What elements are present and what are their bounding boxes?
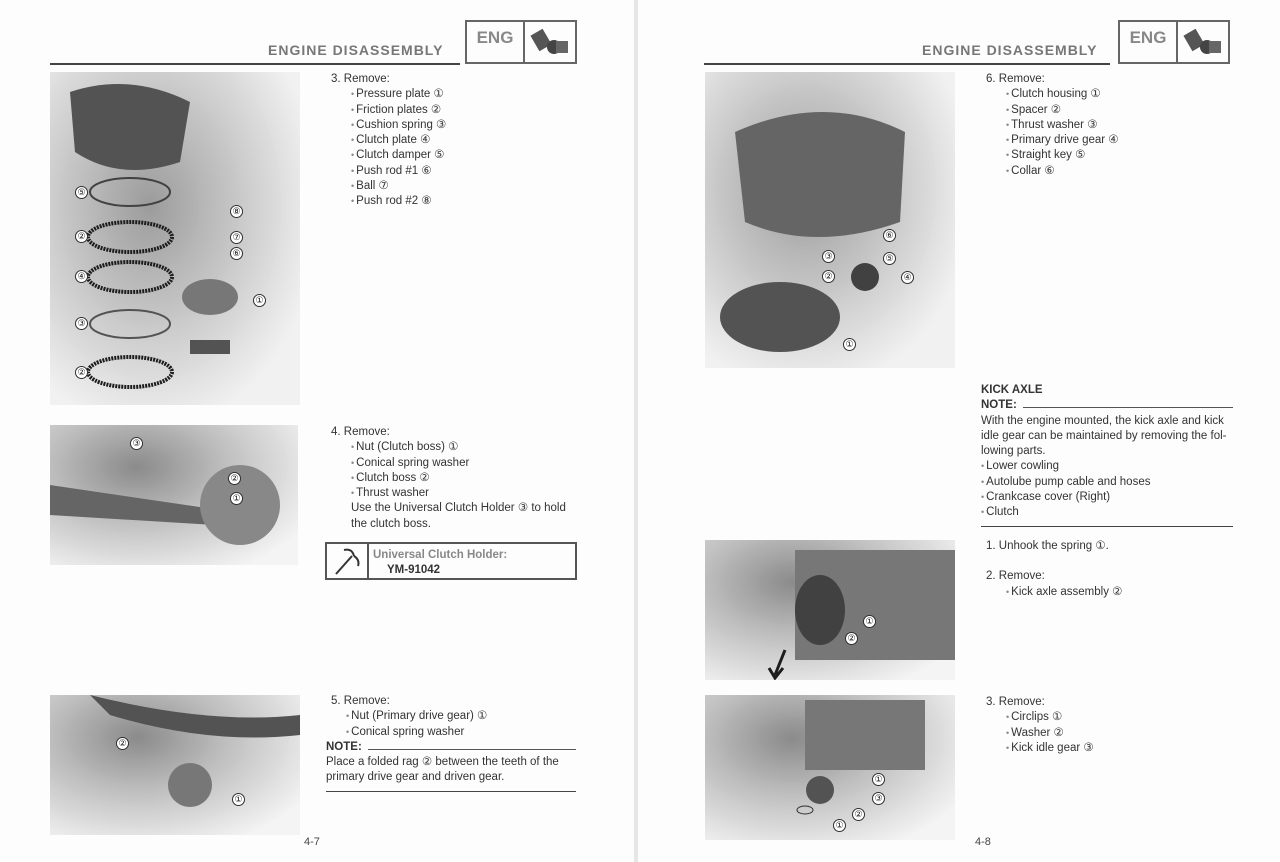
- instruction-text: the clutch boss.: [351, 517, 431, 530]
- list-item: • Cushion spring ③: [331, 118, 446, 133]
- note-rule: [981, 526, 1233, 527]
- tool-part-number: YM-91042: [387, 564, 441, 576]
- list-item: • Washer ②: [986, 726, 1094, 741]
- note-text: idle gear can be maintained by removing the fol-: [981, 429, 1227, 442]
- header-rule: [704, 63, 1110, 65]
- special-tool-box: [325, 542, 577, 580]
- list-item: • Circlips ①: [986, 710, 1094, 725]
- step-title: 3. Remove:: [331, 73, 390, 85]
- step-5: [326, 694, 576, 792]
- left-page: [0, 0, 634, 862]
- primary-drive-gear-photo: [50, 695, 300, 835]
- callout: ②: [845, 632, 858, 645]
- list-item: • Clutch housing ①: [986, 87, 1119, 102]
- callout: ①: [843, 338, 856, 351]
- note-text: primary drive gear and driven gear.: [326, 771, 505, 784]
- list-item: • Friction plates ②: [331, 103, 446, 118]
- right-page: [638, 0, 1280, 862]
- list-item: • Lower cowling: [981, 459, 1233, 474]
- list-item: • Nut (Primary drive gear) ①: [326, 709, 576, 724]
- callout: ①: [232, 793, 245, 806]
- note-text: Place a folded rag ② between the teeth of the: [326, 756, 559, 769]
- engine-icon: [525, 22, 575, 62]
- list-item: • Collar ⑥: [986, 164, 1119, 179]
- kick-idle-gear-photo: [705, 695, 955, 840]
- callout: ②: [228, 472, 241, 485]
- list-item: • Conical spring washer: [326, 725, 576, 740]
- list-item: • Clutch: [981, 505, 1233, 520]
- list-item: • Autolube pump cable and hoses: [981, 475, 1233, 490]
- callout: ②: [75, 230, 88, 243]
- callout: ②: [822, 270, 835, 283]
- page-number: 4-7: [304, 836, 320, 848]
- list-item: • Thrust washer: [331, 486, 581, 501]
- callout: ①: [253, 294, 266, 307]
- list-item: • Pressure plate ①: [331, 87, 446, 102]
- kick-axle-section: [981, 383, 1233, 527]
- kick-axle-photo: [705, 540, 955, 680]
- header-rule: [50, 63, 460, 65]
- callout: ①: [872, 773, 885, 786]
- clutch-parts-photo: [50, 72, 300, 405]
- instruction-text: Use the Universal Clutch Holder ③ to hold: [351, 502, 566, 515]
- step-title: 3. Remove:: [986, 696, 1045, 708]
- list-item: • Ball ⑦: [331, 179, 446, 194]
- callout: ②: [75, 366, 88, 379]
- section-header: ENGINE DISASSEMBLY: [268, 42, 444, 58]
- clutch-holder-photo: [50, 425, 298, 565]
- note-text: lowing parts.: [981, 445, 1046, 458]
- step-title: 6. Remove:: [986, 73, 1045, 85]
- step-3: [331, 72, 446, 210]
- callout: ⑤: [75, 186, 88, 199]
- list-item: • Clutch damper ⑤: [331, 148, 446, 163]
- callout: ⑤: [883, 252, 896, 265]
- callout: ②: [116, 737, 129, 750]
- list-item: • Straight key ⑤: [986, 148, 1119, 163]
- step-3-right: [986, 695, 1094, 756]
- step-6: [986, 72, 1119, 179]
- list-item: • Clutch boss ②: [331, 471, 581, 486]
- section-title: KICK AXLE: [981, 384, 1043, 396]
- callout: ③: [822, 250, 835, 263]
- callout: ①: [863, 615, 876, 628]
- callout: ⑧: [230, 205, 243, 218]
- list-item: • Push rod #1 ⑥: [331, 164, 446, 179]
- callout: ⑥: [883, 229, 896, 242]
- step-title: 1. Unhook the spring ①.: [986, 540, 1109, 552]
- callout: ④: [75, 270, 88, 283]
- callout: ①: [230, 492, 243, 505]
- list-item: • Clutch plate ④: [331, 133, 446, 148]
- clutch-housing-photo: [705, 72, 955, 368]
- callout: ③: [872, 792, 885, 805]
- callout: ③: [130, 437, 143, 450]
- eng-badge: [1118, 20, 1230, 64]
- list-item: • Primary drive gear ④: [986, 133, 1119, 148]
- section-header: ENGINE DISASSEMBLY: [922, 42, 1098, 58]
- callout: ④: [901, 271, 914, 284]
- note-text: With the engine mounted, the kick axle and kick: [981, 414, 1224, 427]
- note-label: NOTE:: [981, 398, 1233, 413]
- tool-name: Universal Clutch Holder:: [373, 549, 508, 561]
- list-item: • Crankcase cover (Right): [981, 490, 1233, 505]
- engine-icon: [1178, 22, 1228, 62]
- list-item: • Nut (Clutch boss) ①: [331, 440, 581, 455]
- step-4: [331, 425, 581, 532]
- step-title: 4. Remove:: [331, 426, 390, 438]
- list-item: • Conical spring washer: [331, 456, 581, 471]
- callout: ⑥: [230, 247, 243, 260]
- list-item: • Thrust washer ③: [986, 118, 1119, 133]
- eng-label: ENG: [467, 22, 525, 62]
- page-number: 4-8: [975, 836, 991, 848]
- list-item: • Spacer ②: [986, 103, 1119, 118]
- callout: ②: [852, 808, 865, 821]
- list-item: • Push rod #2 ⑧: [331, 194, 446, 209]
- note-label: NOTE:: [326, 740, 576, 755]
- note-rule: [326, 791, 576, 792]
- list-item: • Kick axle assembly ②: [986, 585, 1236, 600]
- callout: ③: [75, 317, 88, 330]
- callout: ①: [833, 819, 846, 832]
- steps-1-2: [986, 539, 1236, 600]
- step-title: 5. Remove:: [331, 695, 390, 707]
- tool-icon: [327, 544, 369, 578]
- list-item: • Kick idle gear ③: [986, 741, 1094, 756]
- step-title: 2. Remove:: [986, 570, 1045, 583]
- eng-badge: [465, 20, 577, 64]
- eng-label: ENG: [1120, 22, 1178, 62]
- callout: ⑦: [230, 231, 243, 244]
